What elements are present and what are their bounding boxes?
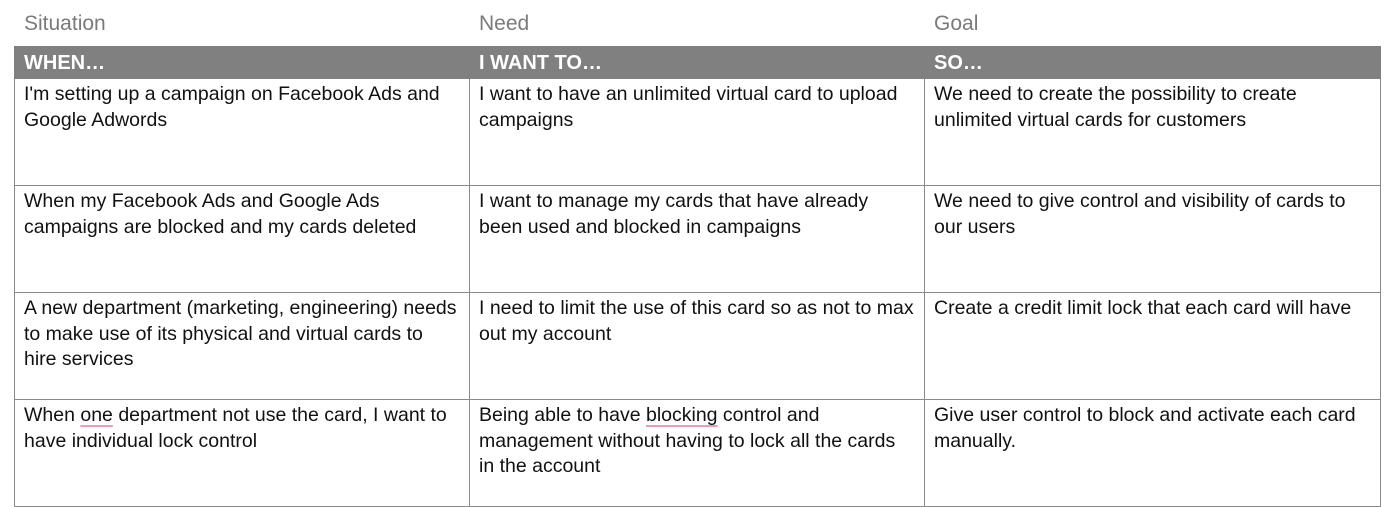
spellcheck-word[interactable]: blocking — [645, 404, 718, 426]
cell-when[interactable] — [15, 79, 470, 186]
cell-text: A new department (marketing, engineering) needs to make use of its physical and virtual cards to hire services — [24, 297, 457, 370]
cell-so[interactable] — [925, 400, 1381, 507]
cell-when[interactable] — [15, 400, 470, 507]
cell-text — [24, 403, 460, 454]
table-row — [15, 186, 1381, 293]
cell-so[interactable] — [925, 186, 1381, 293]
table-header-row — [15, 47, 1381, 79]
cell-text: When my Facebook Ads and Google Ads campaigns are blocked and my cards deleted — [24, 190, 417, 238]
header-so: SO… — [925, 47, 1381, 79]
cell-want[interactable] — [470, 79, 925, 186]
header-i-want-to: I WANT TO… — [470, 47, 925, 79]
header-when: WHEN… — [15, 47, 470, 79]
column-label-need: Need — [479, 12, 530, 35]
cell-so[interactable] — [925, 293, 1381, 400]
column-label-goal: Goal — [934, 12, 979, 35]
table-row — [15, 293, 1381, 400]
cell-so[interactable] — [925, 79, 1381, 186]
cell-when[interactable] — [15, 186, 470, 293]
cell-want[interactable] — [470, 293, 925, 400]
cell-text: We need to create the possibility to create unlimited virtual cards for customers — [934, 83, 1297, 131]
jobs-table — [14, 46, 1381, 507]
cell-text — [479, 403, 915, 480]
cell-text: I'm setting up a campaign on Facebook Ads and Google Adwords — [24, 83, 440, 131]
column-label-situation: Situation — [24, 12, 106, 35]
cell-text: I want to have an unlimited virtual card to upload campaigns — [479, 83, 898, 131]
table-row — [15, 79, 1381, 186]
text-segment: When — [24, 404, 81, 426]
spellcheck-word[interactable]: one — [80, 404, 113, 426]
text-segment: Being able to have — [479, 404, 646, 426]
cell-text: Give user control to block and activate each card manually. — [934, 404, 1356, 452]
table-row — [15, 400, 1381, 507]
cell-want[interactable] — [470, 400, 925, 507]
cell-text: I want to manage my cards that have already been used and blocked in campaigns — [479, 190, 869, 238]
cell-text: We need to give control and visibility of cards to our users — [934, 190, 1346, 238]
text-segment: control and management without having to lock all the cards in the account — [479, 404, 896, 477]
cell-text: I need to limit the use of this card so as not to max out my account — [479, 297, 914, 345]
text-segment: department not use the card, I want to have individual lock control — [24, 404, 447, 452]
cell-text: Create a credit limit lock that each card will have — [934, 297, 1352, 319]
cell-want[interactable] — [470, 186, 925, 293]
column-labels — [0, 12, 1400, 40]
cell-when[interactable] — [15, 293, 470, 400]
